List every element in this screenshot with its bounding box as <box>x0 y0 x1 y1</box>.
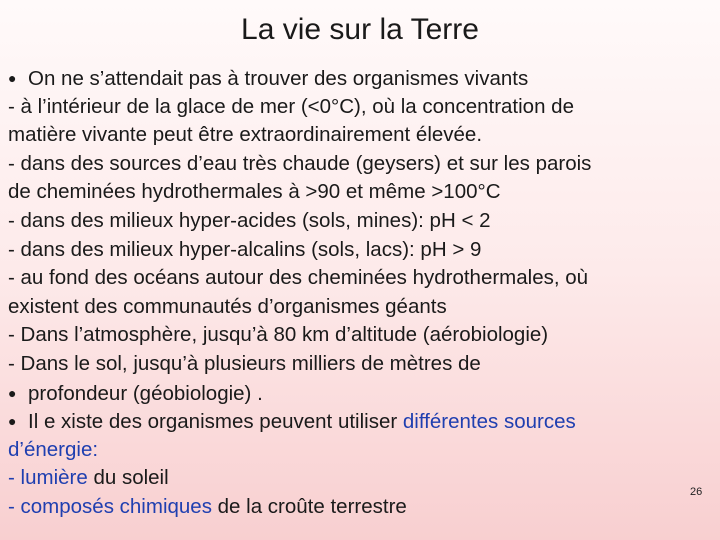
highlighted-text: différentes sources <box>402 410 576 434</box>
highlighted-text: d’énergie: <box>8 437 99 461</box>
text-segment: Il e xiste des organismes peuvent utiliser <box>28 410 403 434</box>
text-segment: - <box>8 494 21 518</box>
text-line: matière vivante peut être extraordinairement élevée. <box>8 123 483 147</box>
bullet-line <box>8 379 708 408</box>
slide-title: La vie sur la Terre <box>241 13 479 46</box>
text-segment: du soleil <box>87 466 169 490</box>
text-line: existent des communautés d’organismes géants <box>8 294 447 318</box>
text-line: profondeur (géobiologie) . <box>28 381 263 405</box>
bullet-line <box>8 407 708 436</box>
text-line: - dans des milieux hyper-alcalins (sols, lacs): pH > 9 <box>8 237 482 261</box>
bullet-icon: ● <box>8 70 17 86</box>
text-line: - Dans le sol, jusqu’à plusieurs milliers de mètres de <box>8 351 481 375</box>
highlighted-text: lumière <box>20 466 88 490</box>
text-line: - à l’intérieur de la glace de mer (<0°C), où la concentration de <box>8 94 574 118</box>
text-line: - au fond des océans autour des cheminées hydrothermales, où <box>8 266 589 290</box>
highlighted-text: composés chimiques <box>20 494 212 518</box>
page-number: 26 <box>690 486 703 498</box>
text-line: - dans des sources d’eau très chaude (geysers) et sur les parois <box>8 151 592 175</box>
text-line: de cheminées hydrothermales à >90 et même >100°C <box>8 180 501 204</box>
bullet-icon: ● <box>8 413 17 430</box>
bullet-line <box>8 64 708 93</box>
text-line: On ne s’attendait pas à trouver des organismes vivants <box>28 67 529 90</box>
text-line: - dans des milieux hyper-acides (sols, mines): pH < 2 <box>8 208 491 232</box>
text-segment: de la croûte terrestre <box>211 494 407 518</box>
text-segment: - <box>8 466 21 490</box>
text-line <box>8 464 708 493</box>
slide-body <box>8 64 708 522</box>
text-line <box>8 493 708 522</box>
bullet-icon: ● <box>8 384 17 401</box>
text-line: - Dans l’atmosphère, jusqu’à 80 km d’altitude (aérobiologie) <box>8 323 549 347</box>
